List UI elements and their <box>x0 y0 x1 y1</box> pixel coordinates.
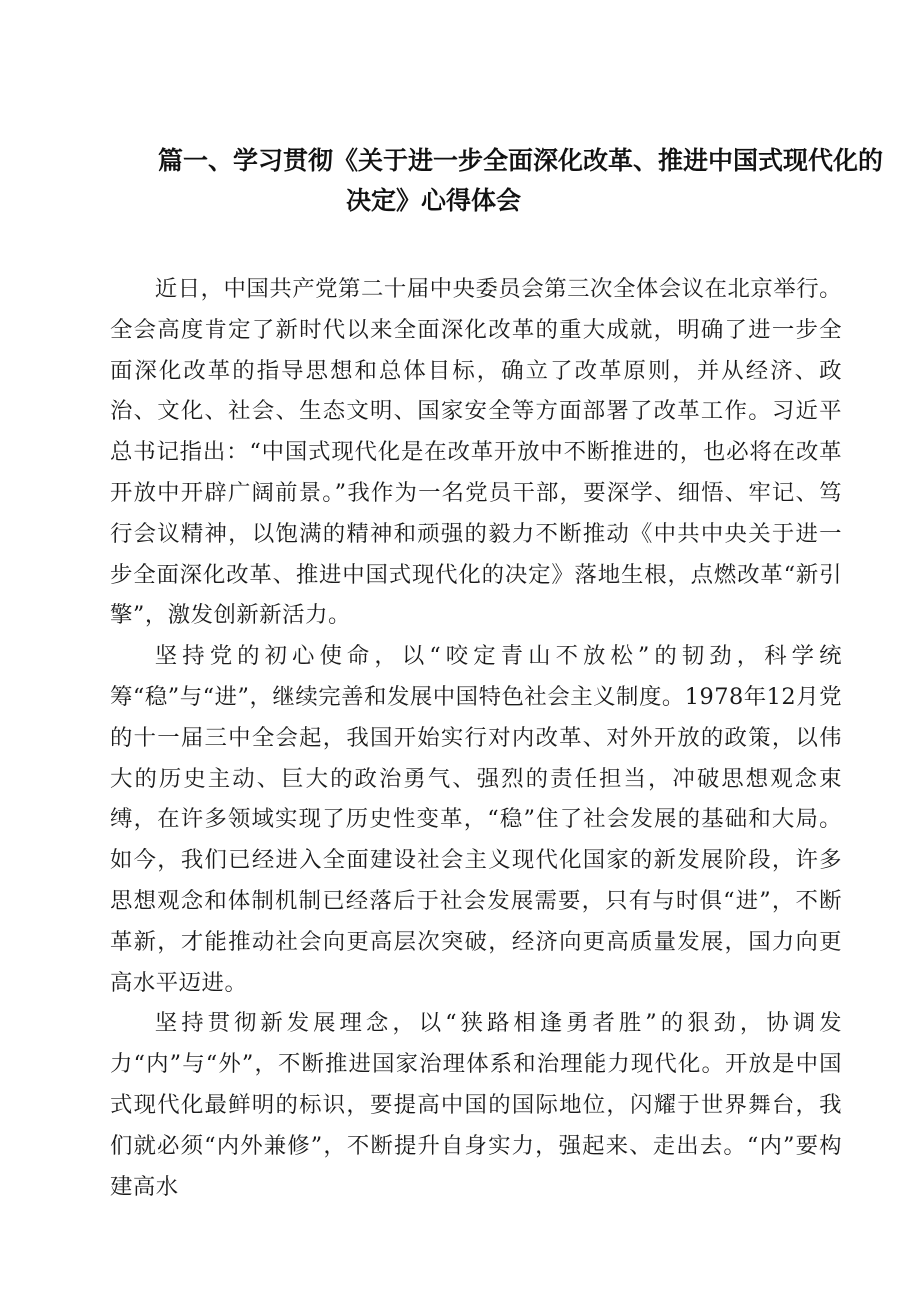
title-line-1: 篇一、学习贯彻《关于进一步全面深化改革、推进中国式现代化的 <box>158 146 884 175</box>
title-line-2: 决定》心得体会 <box>346 186 522 215</box>
paragraph-1: 近日，中国共产党第二十届中央委员会第三次全体会议在北京举行。全会高度肯定了新时代以来全面深化改革的重大成就，明确了进一步全面深化改革的指导思想和总体目标，确立了改革原则，并从经济、政治、文化、社会、生态文明、国家安全等方面部署了改革工作。习近平总书记指出：“中国式现代化是在改革开放中不断推进的，也必将在改革开放中开辟广阔前景。”我作为一名党员干部，要深学、细悟、牢记、笃行会议精神，以饱满的精神和顽强的毅力不断推动《中共中央关于进一步全面深化改革、推进中国式现代化的决定》落地生根，点燃改革“新引擎”，激发创新新活力。 <box>110 276 842 629</box>
paragraph-3: 坚持贯彻新发展理念，以“狭路相逢勇者胜”的狠劲，协调发力“内”与“外”，不断推进国家治理体系和治理能力现代化。开放是中国式现代化最鲜明的标识，要提高中国的国际地位，闪耀于世界舞台，我们就必须“内外兼修”，不断提升自身实力，强起来、走出去。“内”要构建高水 <box>110 1010 842 1200</box>
document-title <box>110 141 884 221</box>
document-body <box>110 269 842 1207</box>
paragraph-2: 坚持党的初心使命，以“咬定青山不放松”的韧劲，科学统筹“稳”与“进”，继续完善和发展中国特色社会主义制度。1978年12月党的十一届三中全会起，我国开始实行对内改革、对外开放的政策，以伟大的历史主动、巨大的政治勇气、强烈的责任担当，冲破思想观念束缚，在许多领域实现了历史性变革，“稳”住了社会发展的基础和大局。如今，我们已经进入全面建设社会主义现代化国家的新发展阶段，许多思想观念和体制机制已经落后于社会发展需要，只有与时俱“进”，不断革新，才能推动社会向更高层次突破，经济向更高质量发展，国力向更高水平迈进。 <box>110 643 842 996</box>
